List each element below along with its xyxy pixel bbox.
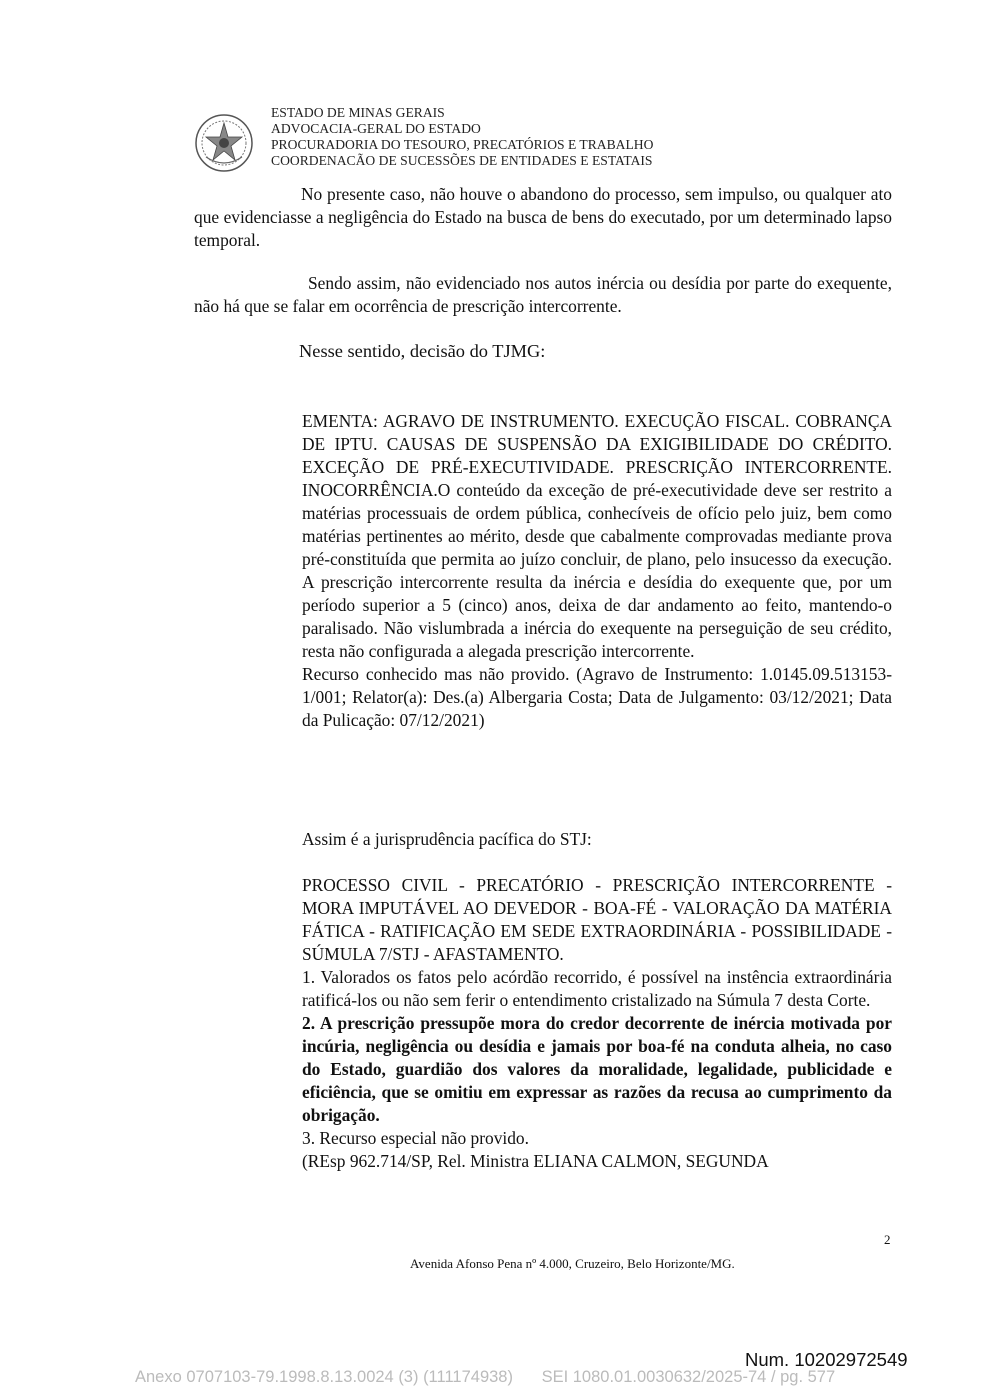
quote-stj xyxy=(302,874,892,1173)
page-number: 2 xyxy=(884,1232,891,1247)
letterhead-state: ESTADO DE MINAS GERAIS xyxy=(271,105,445,120)
paragraph-1: No presente caso, não houve o abandono do processo, sem impulso, ou qualquer ato que evidenciasse a negligência do Estado na busca de bens do executado, por um determinado lapso temporal. xyxy=(194,184,892,250)
quote-tjmg-ementa: EMENTA: AGRAVO DE INSTRUMENTO. EXECUÇÃO FISCAL. COBRANÇA DE IPTU. CAUSAS DE SUSPENSÃO DA EXIGIBILIDADE DO CRÉDITO. EXCEÇÃO DE PRÉ-EXECUTIVIDADE. PRESCRIÇÃO INTERCORRENTE. INOCORRÊNCIA.O conteúdo da exceção de pré-executividade deve ser restrito a matérias processuais de ordem pública, conhecíveis de ofício pelo juiz, bem como matérias pertinentes ao mérito, desde que cabalmente comprovadas mediante prova pré-constituída que permita ao juízo concluir, de plano, pelo insucesso da execução. A prescrição intercorrente resulta da inércia e desídia do exequente que, por um período superior a 5 (cinco) anos, deixa de dar andamento ao feito, mantendo-o paralisado. Não vislumbrada a inércia do exequente na perseguição de seu crédito, resta não configurada a alegada prescrição intercorrente. xyxy=(302,411,892,661)
stamp-annex: Anexo 0707103-79.1998.8.13.0024 (3) (111174938) xyxy=(135,1368,513,1386)
quote-stj-ementa: PROCESSO CIVIL - PRECATÓRIO - PRESCRIÇÃO INTERCORRENTE - MORA IMPUTÁVEL AO DEVEDOR - BOA-FÉ - VALORAÇÃO DA MATÉRIA FÁTICA - RATIFICAÇÃO EM SEDE EXTRAORDINÁRIA - POSSIBILIDADE - SÚMULA 7/STJ - AFASTAMENTO. xyxy=(302,875,892,964)
quote-stj-item-1: 1. Valorados os fatos pelo acórdão recorrido, é possível na instência extraordinária ratificá-los ou não sem ferir o entendimento cristalizado na Súmula 7 desta Corte. xyxy=(302,967,892,1010)
letterhead xyxy=(271,105,653,169)
intro-stj: Assim é a jurisprudência pacífica do STJ: xyxy=(302,829,592,849)
footer-address: Avenida Afonso Pena nº 4.000, Cruzeiro, Belo Horizonte/MG. xyxy=(410,1256,735,1271)
quote-stj-citation: (REsp 962.714/SP, Rel. Ministra ELIANA CALMON, SEGUNDA xyxy=(302,1151,769,1171)
quote-stj-item-2: 2. A prescrição pressupõe mora do credor decorrente de inércia motivada por incúria, negligência ou desídia e jamais por boa-fé na conduta alheia, no caso do Estado, guardião dos valores da moralidade, legalidade, publicidade e eficiência, que se omitiu em expressar as razões da recusa ao cumprimento da obrigação. xyxy=(302,1013,892,1125)
quote-tjmg xyxy=(302,410,892,732)
document-number: Num. 10202972549 xyxy=(745,1349,908,1370)
quote-stj-item-3: 3. Recurso especial não provido. xyxy=(302,1128,529,1148)
intro-tjmg: Nesse sentido, decisão do TJMG: xyxy=(299,341,546,361)
sei-stamp xyxy=(135,1368,859,1387)
letterhead-procuradoria: PROCURADORIA DO TESOURO, PRECATÓRIOS E TRABALHO xyxy=(271,137,654,152)
letterhead-coordenacao: COORDENACÃO DE SUCESSÕES DE ENTIDADES E ESTATAIS xyxy=(271,153,653,168)
letterhead-agency: ADVOCACIA-GERAL DO ESTADO xyxy=(271,121,481,136)
quote-tjmg-recurso: Recurso conhecido mas não provido. (Agravo de Instrumento: 1.0145.09.513153-1/001; Relator(a): Des.(a) Albergaria Costa; Data de Julgamento: 03/12/2021; Data da Pulicação: 07/12/2021) xyxy=(302,664,892,730)
paragraph-2: Sendo assim, não evidenciado nos autos inércia ou desídia por parte do exequente, não há que se falar em ocorrência de prescrição intercorrente. xyxy=(194,273,892,316)
stamp-sei: SEI 1080.01.0030632/2025-74 / pg. 577 xyxy=(541,1368,836,1386)
coat-of-arms-icon xyxy=(194,113,254,173)
